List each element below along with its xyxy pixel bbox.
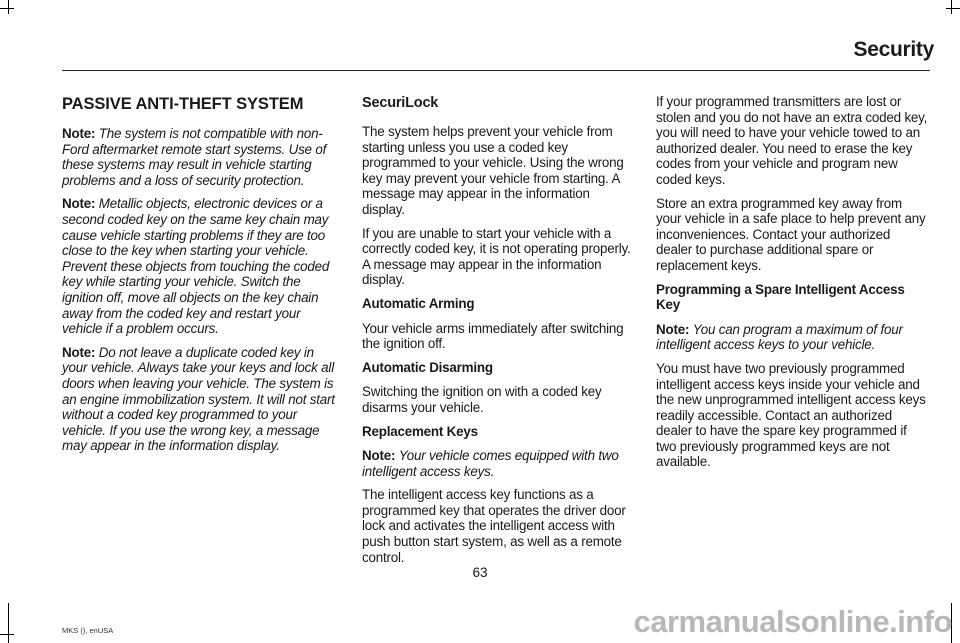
- note-paragraph: Note: You can program a maximum of four intelligent access keys to your vehicle.: [656, 321, 903, 353]
- note-paragraph: Note: Do not leave a duplicate coded key in your vehicle. Always take your keys and lock all doors when leaving your vehicle. The system is an engine immobilization system. It will not start without a coded key programmed to your vehicle. If you use the wrong key, a message may appear in the information display.: [62, 344, 335, 454]
- subheading-spare-key: Programming a Spare Intelligent Access Key: [656, 281, 905, 313]
- subheading-automatic-arming: Automatic Arming: [362, 295, 475, 311]
- column-1: [62, 94, 338, 462]
- body-paragraph: Switching the ignition on with a coded key disarms your vehicle.: [362, 384, 602, 415]
- header-divider: [62, 70, 930, 71]
- section-heading: PASSIVE ANTI-THEFT SYSTEM: [62, 95, 304, 113]
- watermark: carmanualsonline.info: [633, 604, 952, 639]
- crop-mark: [946, 8, 960, 9]
- crop-mark: [0, 8, 14, 9]
- subheading-replacement-keys: Replacement Keys: [362, 423, 478, 439]
- column-3: [656, 94, 928, 478]
- page-number: 63: [472, 565, 488, 580]
- note-paragraph: Note: Your vehicle comes equipped with two intelligent access keys.: [362, 448, 619, 479]
- crop-mark: [0, 634, 14, 635]
- subheading-automatic-disarming: Automatic Disarming: [362, 359, 493, 375]
- body-paragraph: Your vehicle arms immediately after switching the ignition off.: [362, 320, 624, 352]
- page-title: Security: [853, 38, 934, 61]
- note-paragraph: Note: The system is not compatible with non-Ford aftermarket remote start systems. Use of these systems may result in vehicle starting problems and a loss of security protection.: [62, 126, 327, 188]
- crop-mark: [8, 0, 9, 14]
- body-paragraph: You must have two previously programmed intelligent access keys inside your vehicle and the new unprogrammed intelligent access keys readily accessible. Contact an authorized dealer to have the spare key programmed if two previously programmed keys are not available.: [656, 360, 926, 470]
- subsection-heading: SecuriLock: [362, 95, 439, 111]
- note-paragraph: Note: Metallic objects, electronic devices or a second coded key on the same key chain may cause vehicle starting problems if they are too close to the key when starting your vehicle. Prevent these objects from touching the coded key while starting your vehicle. Switch the ignition off, move all objects on the key chain away from the coded key and restart your vehicle if a problem occurs.: [62, 196, 330, 337]
- crop-mark: [8, 603, 9, 643]
- body-paragraph: If you are unable to start your vehicle with a correctly coded key, it is not operating properly. A message may appear in the information display.: [362, 225, 631, 288]
- body-paragraph: Store an extra programmed key away from your vehicle in a safe place to help prevent any inconveniences. Contact your authorized dealer to purchase additional spare or replacement keys.: [656, 195, 926, 273]
- body-paragraph: The intelligent access key functions as a programmed key that operates the driver door lock and activates the intelligent access with push button start system, as well as a remote control.: [362, 487, 626, 565]
- crop-mark: [951, 0, 952, 14]
- footer-model-code: MKS (), enUSA: [62, 626, 114, 635]
- body-paragraph: If your programmed transmitters are lost or stolen and you do not have an extra coded key, you will need to have your vehicle towed to an authorized dealer. You need to erase the key codes from your vehicle and program new coded keys.: [656, 94, 928, 187]
- column-2: [362, 94, 634, 573]
- body-paragraph: The system helps prevent your vehicle from starting unless you use a coded key programmed to your vehicle. Using the wrong key may prevent your vehicle from starting. A message may appear in the information display.: [362, 124, 624, 217]
